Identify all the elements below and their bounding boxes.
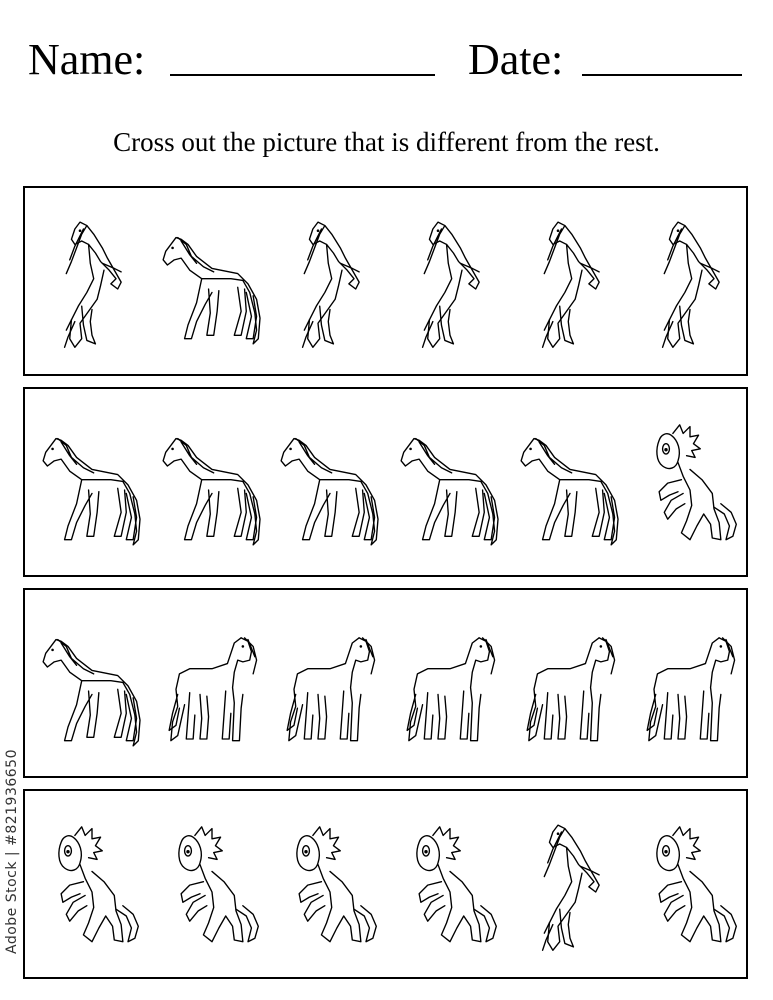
rearing-horse-icon[interactable] [510,801,630,971]
cartoon-rearing-horse-icon[interactable] [390,801,510,971]
instruction-text: Cross out the picture that is different from the rest. [113,127,660,157]
cartoon-rearing-horse-icon[interactable] [32,801,152,971]
walking-horse-icon[interactable] [390,399,510,569]
rearing-horse-icon[interactable] [270,198,390,368]
date-label: Date: [468,35,564,84]
date-write-line [582,74,742,76]
standing-horse-icon[interactable] [152,600,272,770]
standing-horse-icon[interactable] [390,600,510,770]
rearing-horse-icon[interactable] [630,198,750,368]
rearing-horse-icon[interactable] [510,198,630,368]
stock-watermark-text: Adobe Stock | #821936650 [4,749,20,954]
walking-horse-icon[interactable] [270,399,390,569]
standing-horse-icon[interactable] [270,600,390,770]
cartoon-rearing-horse-icon[interactable] [630,801,750,971]
name-label: Name: [28,35,146,84]
walking-horse-icon[interactable] [510,399,630,569]
walking-horse-icon[interactable] [152,399,272,569]
cartoon-rearing-horse-icon[interactable] [630,399,750,569]
standing-horse-icon[interactable] [510,600,630,770]
cartoon-rearing-horse-icon[interactable] [270,801,390,971]
walking-horse-icon[interactable] [32,399,152,569]
rearing-horse-icon[interactable] [390,198,510,368]
rearing-horse-icon[interactable] [32,198,152,368]
walking-horse-icon[interactable] [152,198,272,368]
walking-horse-icon[interactable] [32,600,152,770]
date-field [0,30,773,90]
standing-horse-icon[interactable] [630,600,750,770]
cartoon-rearing-horse-icon[interactable] [152,801,272,971]
